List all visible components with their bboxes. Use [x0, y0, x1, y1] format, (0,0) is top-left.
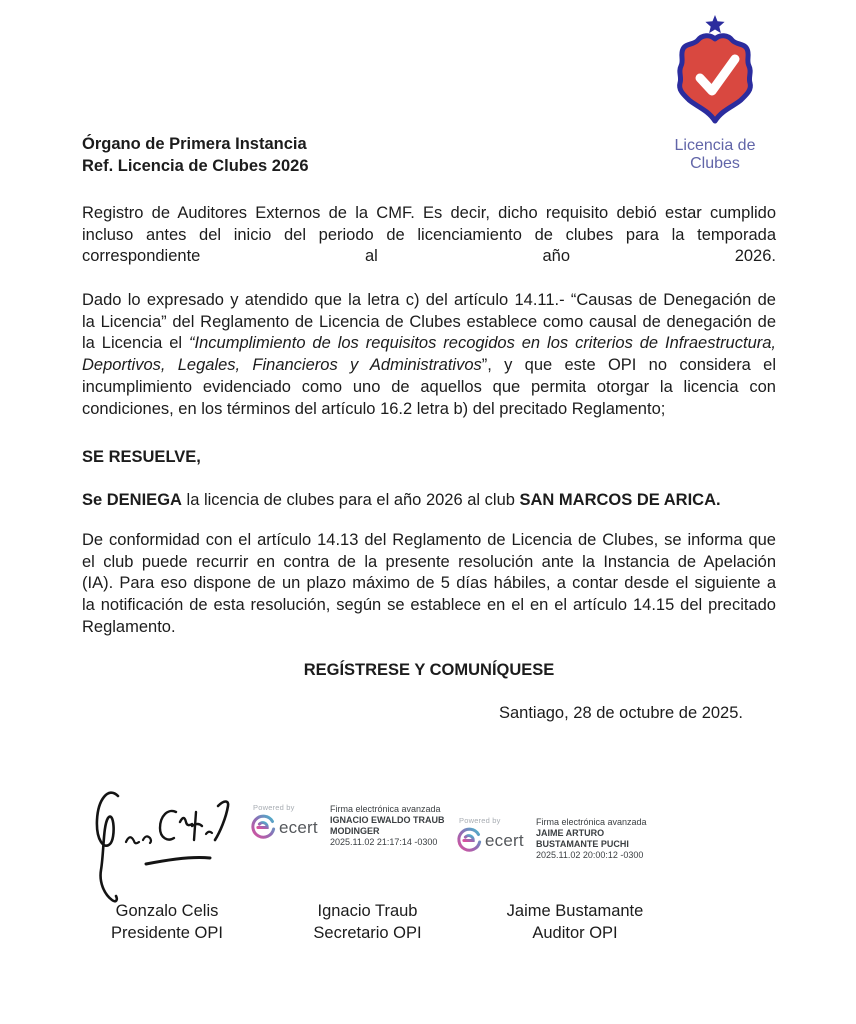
verdict-text: la licencia de clubes para el año 2026 al club: [181, 491, 520, 509]
verdict-line: [82, 490, 776, 512]
esignature-signer-name: JAIME ARTURO: [536, 828, 605, 838]
paragraph-line: el club puede recurrir en contra de la presente resolución ante la Instancia de Apelación: [82, 552, 776, 571]
signer-title: Secretario OPI: [313, 923, 422, 942]
esignature-signer-name: IGNACIO EWALDO TRAUB: [330, 815, 445, 825]
signer-title: Presidente OPI: [111, 923, 223, 942]
paragraph-registro-auditores: [82, 203, 776, 268]
handwritten-signature: [88, 782, 238, 907]
esignature-details: [536, 816, 647, 861]
header-line-ref: Ref. Licencia de Clubes 2026: [82, 156, 309, 175]
paragraph-line: incluso antes del inicio del periodo de licenciamiento de clubes para la temporada: [82, 225, 776, 244]
esignature-type-label: Firma electrónica avanzada: [330, 804, 441, 814]
shield-icon: [680, 36, 751, 121]
paragraph-line: [82, 333, 776, 355]
paragraph-line: la Licencia” del Reglamento de Licencia de Clubes establece como causal de denegación de: [82, 312, 776, 331]
esignature-timestamp: 2025.11.02 21:17:14 -0300: [330, 837, 438, 847]
ecert-logo-column: [456, 816, 528, 854]
logo-caption-line-2: Clubes: [690, 155, 740, 172]
shield-badge-icon: [667, 15, 763, 133]
esignature-block-1: [250, 803, 445, 848]
signer-column-secretary: [285, 901, 450, 944]
document-header: [82, 134, 776, 177]
paragraph-line: Registro de Auditores Externos de la CMF. Es decir, dicho requisito debió estar cumplido: [82, 204, 776, 222]
esignature-timestamp: 2025.11.02 20:00:12 -0300: [536, 850, 644, 860]
verdict-club-name: SAN MARCOS DE ARICA.: [519, 491, 721, 509]
register-order-line: REGÍSTRESE Y COMUNÍQUESE: [303, 661, 555, 679]
ecert-brand-row: [250, 814, 322, 841]
paragraph-causal-denegacion: [82, 290, 776, 420]
ecert-logo-icon: [456, 827, 483, 854]
esignature-signer-name: BUSTAMANTE PUCHI: [536, 839, 629, 849]
paragraph-line: (IA). Para eso dispone de un plazo máximo de 5 días hábiles, a contar desde el siguiente a: [82, 574, 776, 593]
signer-column-auditor: [495, 901, 655, 944]
ecert-logo-column: [250, 803, 322, 841]
paragraph-line: correspondiente al año 2026.: [82, 247, 776, 266]
signer-title: Auditor OPI: [532, 923, 618, 942]
esignature-signer-name: MODINGER: [330, 826, 380, 836]
paragraph-line: la notificación de esta resolución, según se establece en el en el artículo 14.15 del precitado: [82, 596, 776, 615]
paragraph-line: Reglamento.: [82, 617, 176, 636]
ecert-logo-icon: [250, 814, 277, 841]
verdict-deniega: Se DENIEGA: [82, 491, 182, 509]
powered-by-label: Powered by: [253, 803, 295, 812]
esignature-type-label: Firma electrónica avanzada: [536, 817, 647, 827]
se-resuelve-heading: SE RESUELVE,: [82, 448, 201, 466]
star-icon: [705, 15, 724, 33]
signer-name: Ignacio Traub: [317, 902, 418, 920]
signer-name: Jaime Bustamante: [506, 902, 644, 920]
powered-by-label: Powered by: [459, 816, 501, 825]
esignature-details: [330, 803, 445, 848]
logo-caption-line-1: Licencia de: [674, 137, 756, 154]
ecert-brand-name: ecert: [279, 817, 318, 837]
paragraph-apelacion: [82, 530, 776, 639]
date-line: Santiago, 28 de octubre de 2025.: [498, 704, 743, 722]
ecert-brand-row: [456, 827, 528, 854]
paragraph-line: Dado lo expresado y atendido que la letra c) del artículo 14.11.- “Causas de Denegación de: [82, 291, 776, 309]
text-segment: ”, y que este OPI no considera el: [481, 356, 776, 375]
esignature-block-2: [456, 816, 647, 861]
paragraph-line: condiciones, en los términos del artículo 16.2 letra b) del precitado Reglamento;: [82, 399, 666, 418]
header-line-organo: Órgano de Primera Instancia: [82, 135, 307, 153]
paragraph-line: De conformidad con el artículo 14.13 del Reglamento de Licencia de Clubes, se informa que: [82, 531, 776, 549]
paragraph-line: incumplimiento evidenciado como uno de aquellos que permita otorgar la licencia con: [82, 377, 776, 396]
signer-column-president: [82, 901, 252, 944]
signer-name: Gonzalo Celis: [115, 902, 219, 920]
quoted-italic-segment: “Incumplimiento de los requisitos recogidos en los criterios de Infraestructura,: [189, 334, 777, 353]
quoted-italic-segment: Deportivos, Legales, Financieros y Administrativos: [82, 356, 482, 375]
paragraph-line: [82, 355, 776, 377]
ecert-brand-name: ecert: [485, 830, 524, 850]
text-segment: la Licencia el: [82, 334, 190, 353]
